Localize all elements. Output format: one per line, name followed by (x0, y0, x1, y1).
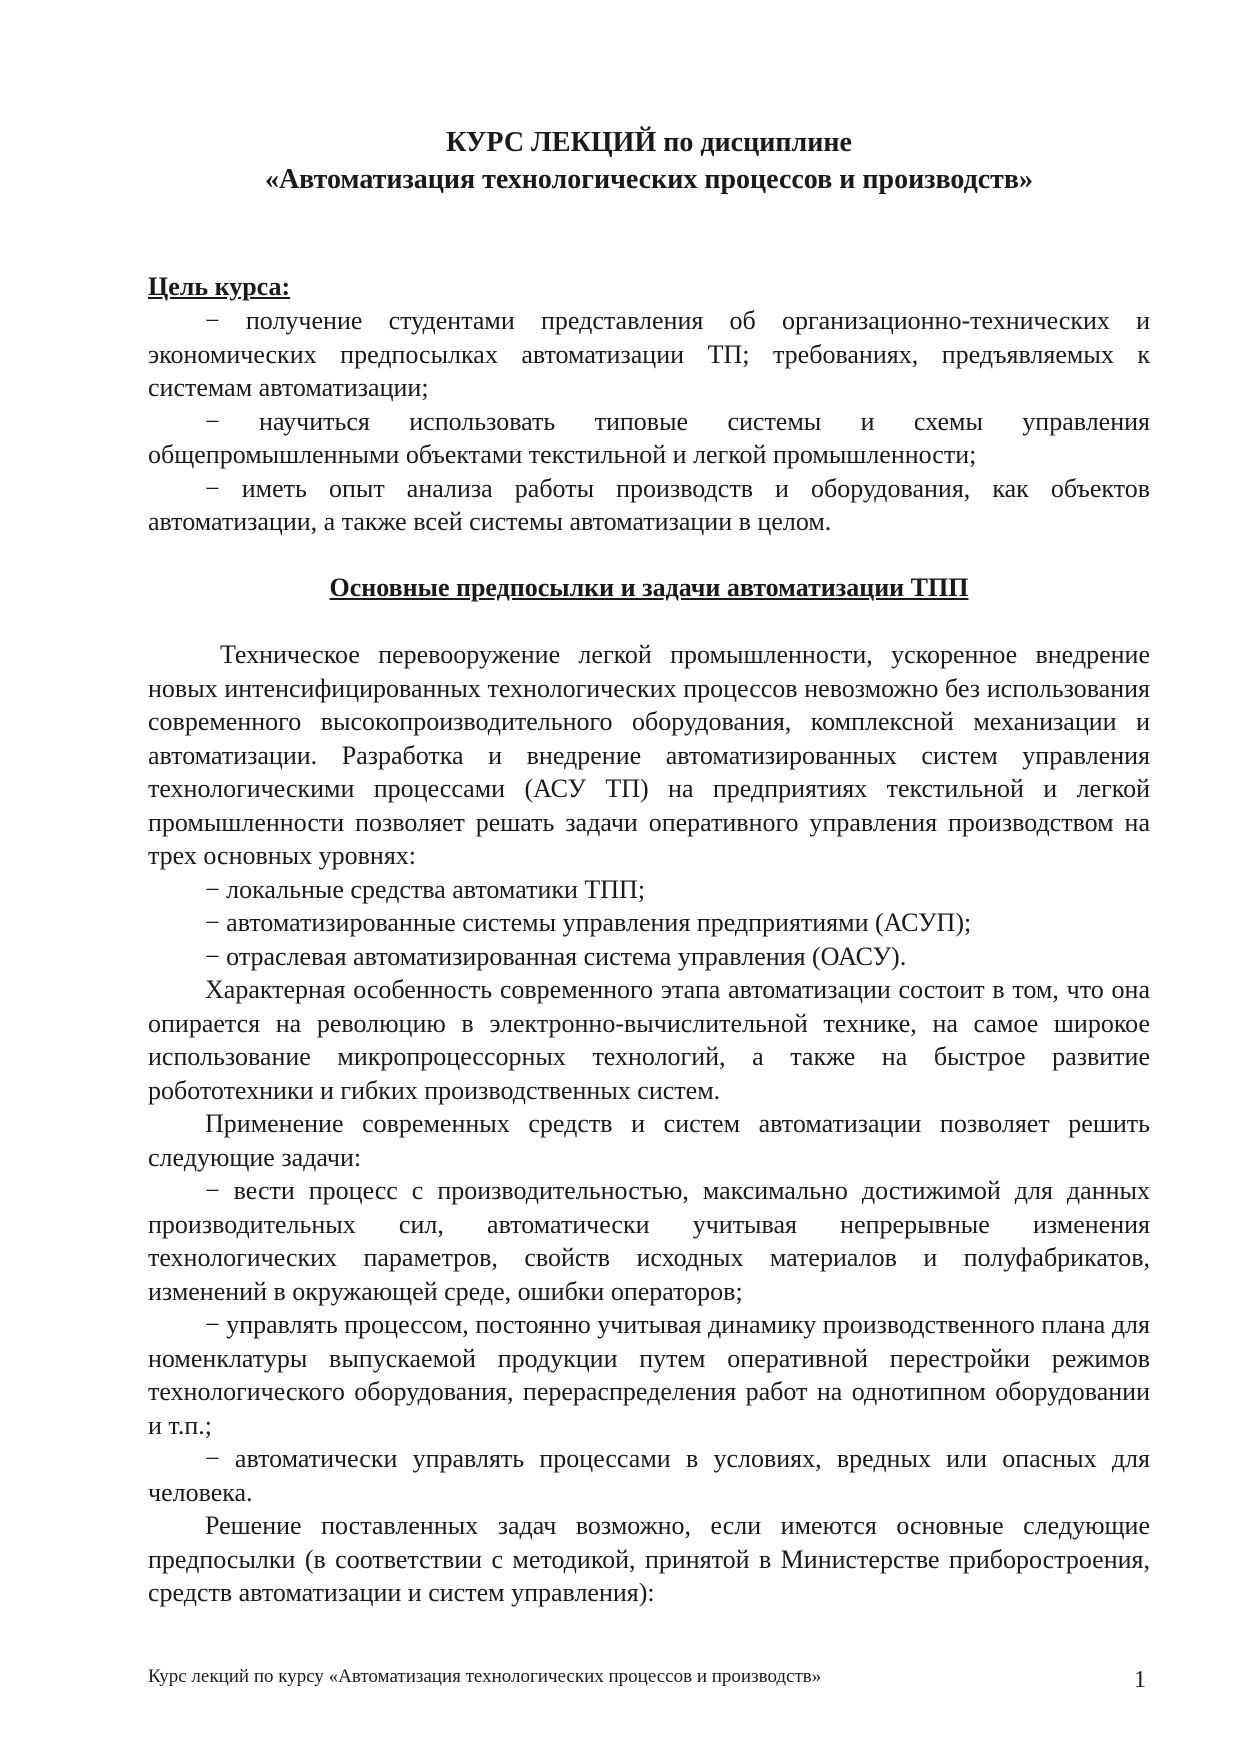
section-heading (148, 571, 1150, 605)
page-number: 1 (1134, 1667, 1146, 1693)
task-item-3: − автоматически управлять процессами в условиях, вредных или опасных для человека. (148, 1444, 1150, 1507)
section-heading-text: Основные предпосылки и задачи автоматизации ТПП (329, 573, 969, 602)
level-item-3: − отраслевая автоматизированная система управления (ОАСУ). (205, 941, 907, 971)
goal-item-3: − иметь опыт анализа работы производств и оборудования, как объектов автоматизации, а также всей системы автоматизации в целом. (148, 473, 1150, 536)
section-body (148, 638, 1150, 1610)
goal-item-2: − научиться использовать типовые системы и схемы управления общепромышленными объектами текстильной и легкой промышленности; (148, 406, 1150, 469)
page-footer: Курс лекций по курсу «Автоматизация технологических процессов и производств» (148, 1666, 822, 1687)
goal-list (148, 304, 1150, 539)
paragraph-features: Характерная особенность современного этапа автоматизации состоит в том, что она опирается на революцию в электронно-вычислительной технике, на самое широкое использование микропроцессорных технологий, а также на быстрое развитие робототехники и гибких производственных систем. (148, 975, 1150, 1105)
level-item-1: − локальные средства автоматики ТПП; (205, 874, 646, 904)
paragraph-applications: Применение современных средств и систем автоматизации позволяет решить следующие задачи: (148, 1109, 1150, 1172)
task-item-2: − управлять процессом, постоянно учитывая динамику производственного плана для номенклатуры выпускаемой продукции путем оперативной перестройки режимов технологического оборудования, перераспределения работ на однотипном оборудовании и т.п.; (148, 1310, 1150, 1440)
task-item-1: − вести процесс с производительностью, максимально достижимой для данных производительных сил, автоматически учитывая непрерывные изменения технологических параметров, свойств исходных материалов и полуфабрикатов, изменений в окружающей среде, ошибки операторов; (148, 1176, 1150, 1306)
paragraph-prerequisites: Решение поставленных задач возможно, если имеются основные следующие предпосылки (в соответствии с методикой, принятой в Министерстве приборостроения, средств автоматизации и систем управления): (148, 1511, 1150, 1607)
title-line-2: «Автоматизация технологических процессов и производств» (264, 164, 1034, 195)
goal-heading: Цель курса: (148, 272, 291, 301)
intro-paragraph: Техническое перевооружение легкой промышленности, ускоренное внедрение новых интенсифицированных технологических процессов невозможно без использования современного высокопроизводительного оборудования, комплексной механизации и автоматизации. Разработка и внедрение автоматизированных систем управления технологическими процессами (АСУ ТП) на предприятиях текстильной и легкой промышленности позволяет решать задачи оперативного управления производством на трех основных уровнях: (148, 640, 1150, 870)
goal-item-1: − получение студентами представления об организационно-технических и экономических предпосылках автоматизации ТП; требованиях, предъявляемых к системам автоматизации; (148, 306, 1150, 402)
document-title (148, 124, 1150, 198)
level-item-2: − автоматизированные системы управления предприятиями (АСУП); (205, 908, 972, 937)
title-line-1: КУРС ЛЕКЦИЙ по дисциплине (446, 127, 852, 158)
